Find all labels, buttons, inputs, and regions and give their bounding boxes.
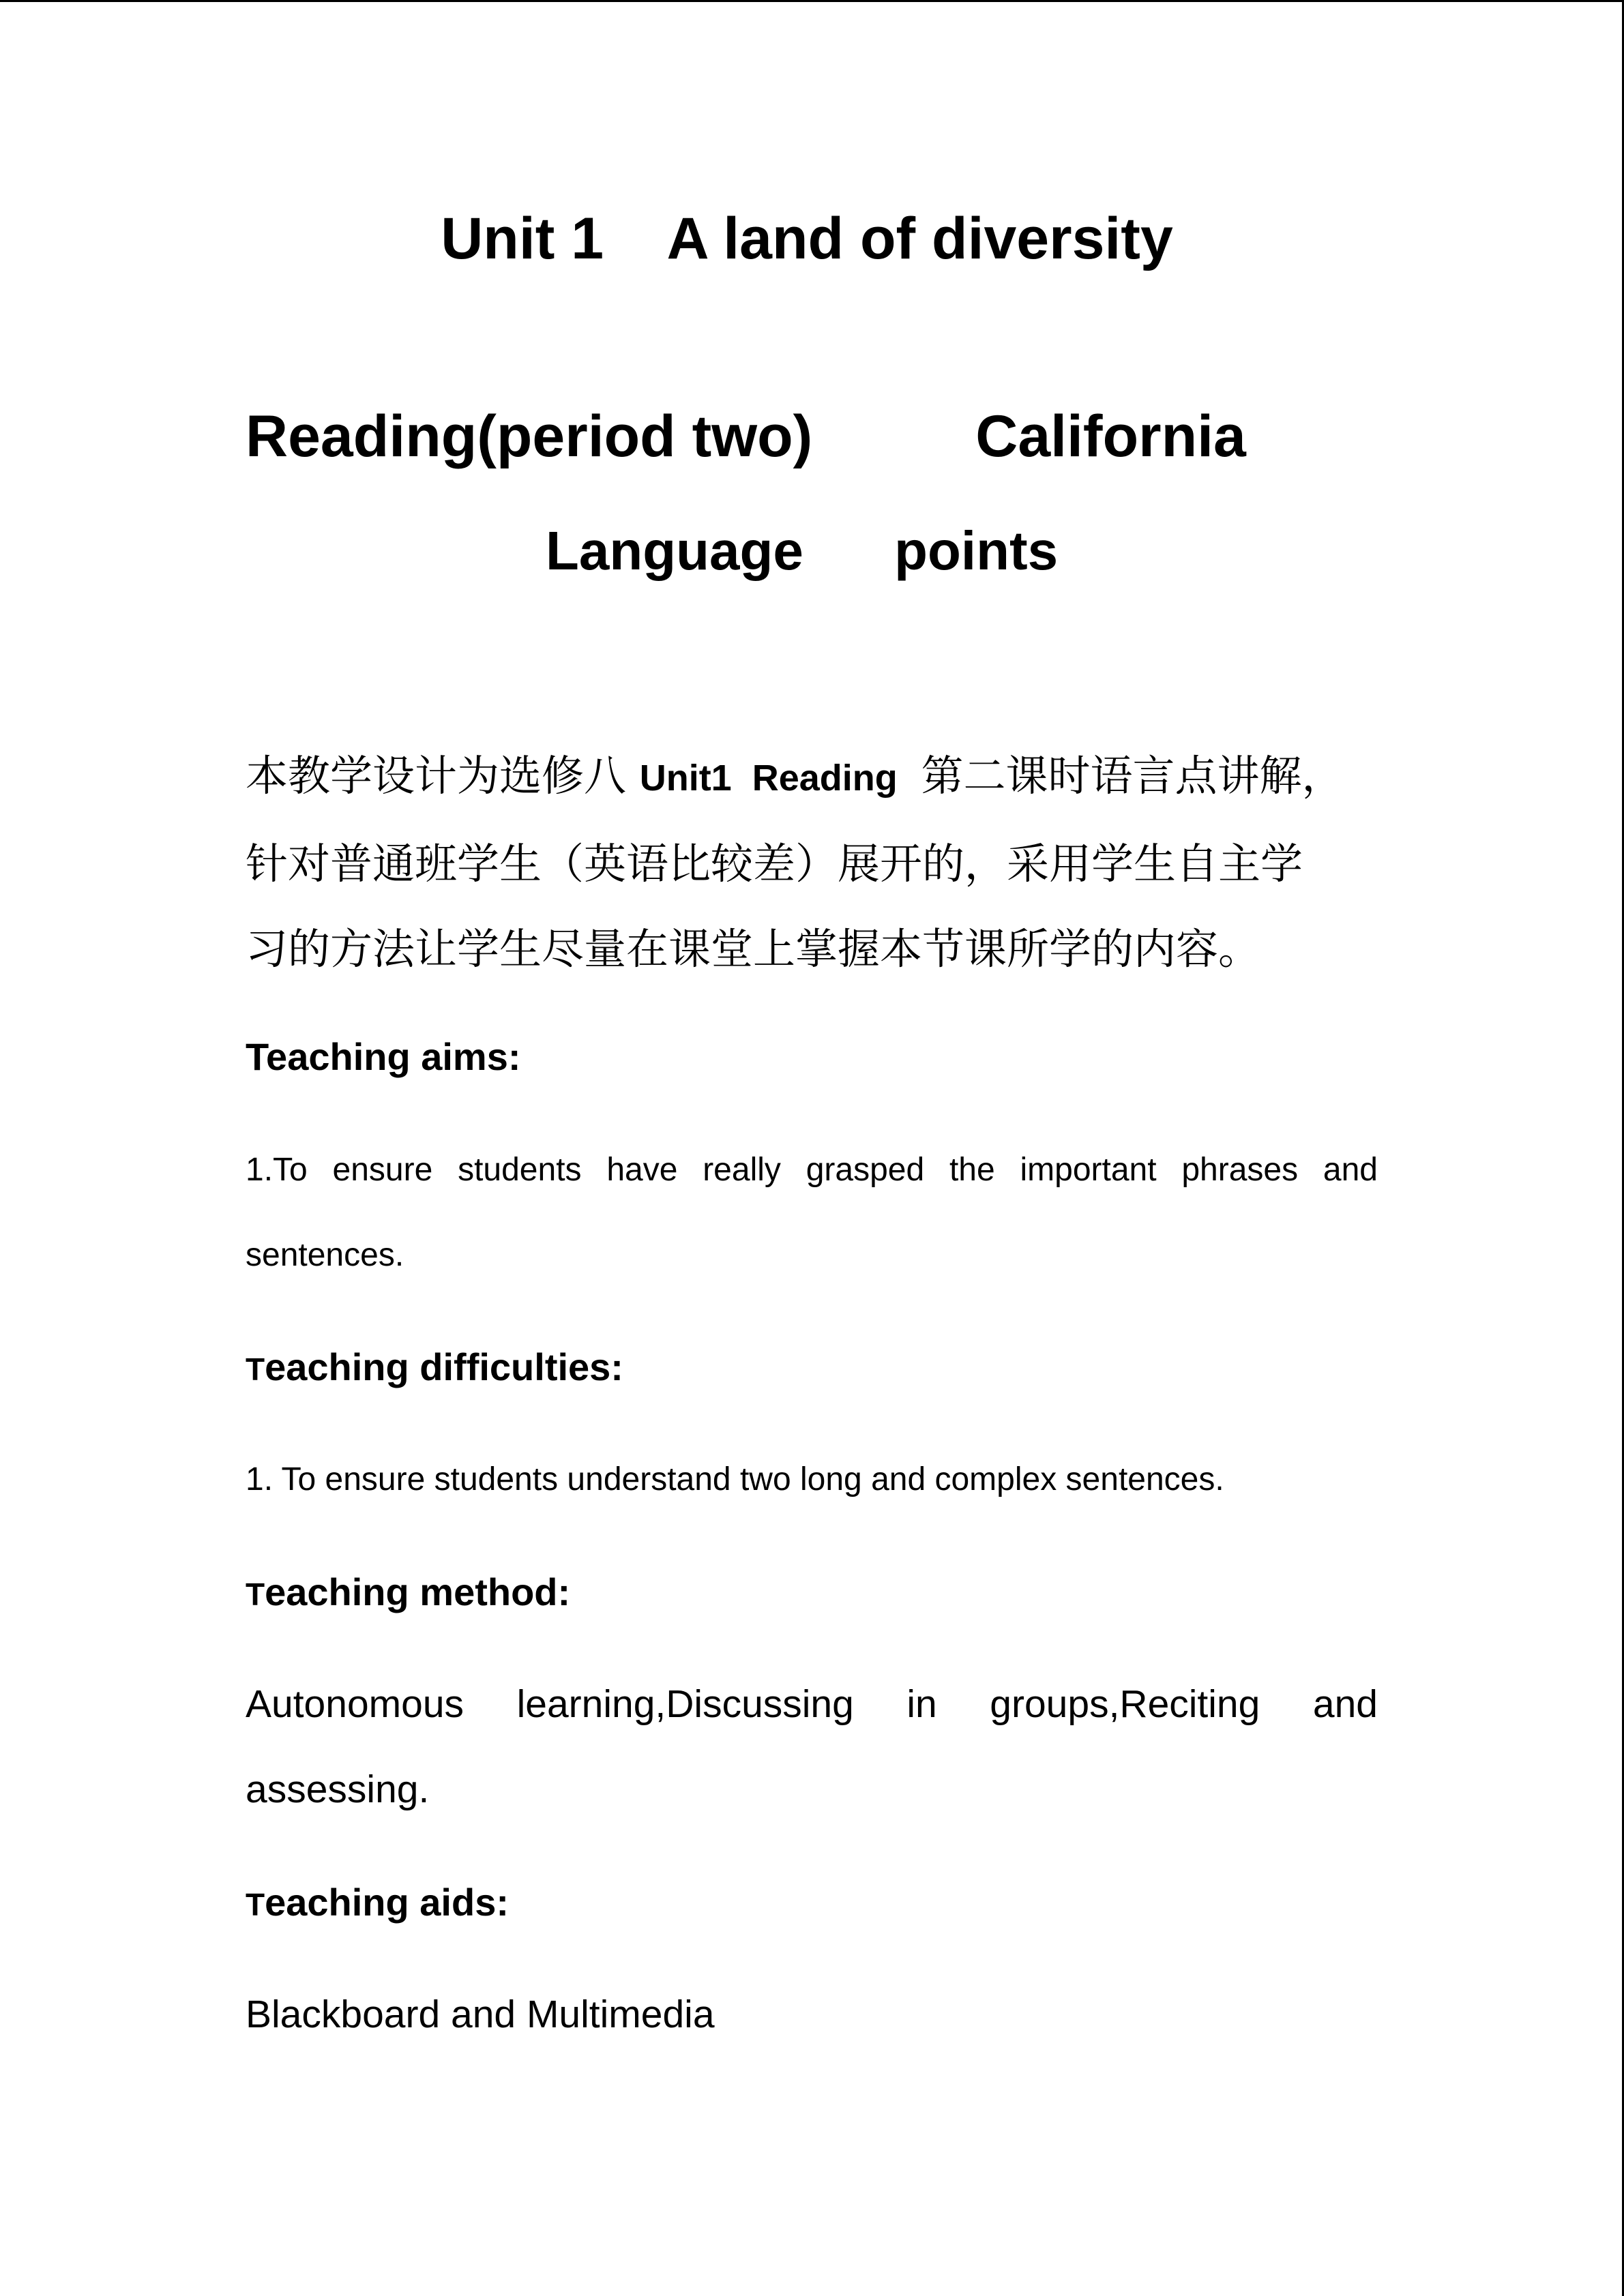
teaching-method-line-1: Autonomous learning,Discussing in groups,Reciting and — [246, 1682, 1378, 1726]
teaching-aids-heading-rest: eaching aids: — [265, 1881, 509, 1924]
teaching-aids-heading-t: T — [246, 1887, 265, 1922]
intro-line-1-en: Unit1 Reading — [639, 758, 908, 799]
page-border-top — [0, 0, 1624, 2]
teaching-aims-line-1: 1.To ensure students have really grasped the important phrases and — [246, 1152, 1378, 1188]
teaching-aims-item — [246, 1127, 1378, 1298]
intro-line-1-pre: 本教学设计为选修八 — [246, 751, 640, 801]
teaching-aids-text: Blackboard and Multimedia — [246, 1993, 715, 2036]
teaching-method-heading-rest: eaching method: — [265, 1570, 571, 1613]
teaching-difficulties-heading-rest: eaching difficulties: — [265, 1345, 623, 1388]
teaching-method-text — [246, 1662, 1378, 1832]
teaching-difficulties-heading-t: T — [246, 1352, 265, 1387]
teaching-difficulties-item: 1. To ensure students understand two long and complex sentences. — [246, 1461, 1224, 1497]
teaching-method-heading-t: T — [246, 1577, 265, 1612]
subtitle-reading: Reading(period two) California — [246, 404, 1246, 469]
page-title: Unit 1 A land of diversity — [441, 206, 1173, 271]
intro-line-2: 针对普通班学生（英语比较差）展开的，采用学生自主学 — [246, 839, 1303, 889]
teaching-aims-heading: Teaching aims: — [246, 1035, 521, 1078]
teaching-method-heading — [246, 1565, 570, 1622]
intro-line-3: 习的方法让学生尽量在课堂上掌握本节课所学的内容。 — [246, 924, 1261, 974]
intro-line-1 — [246, 733, 1378, 821]
intro-line-1-post: 第二课时语言点讲解， — [907, 751, 1344, 801]
intro-paragraph — [246, 733, 1378, 992]
teaching-aids-heading — [246, 1875, 509, 1932]
teaching-method-line-2: assessing. — [246, 1768, 430, 1811]
teaching-difficulties-heading — [246, 1340, 623, 1397]
teaching-aims-line-2: sentences. — [246, 1237, 404, 1273]
subtitle-language-points: Language points — [546, 520, 1059, 581]
